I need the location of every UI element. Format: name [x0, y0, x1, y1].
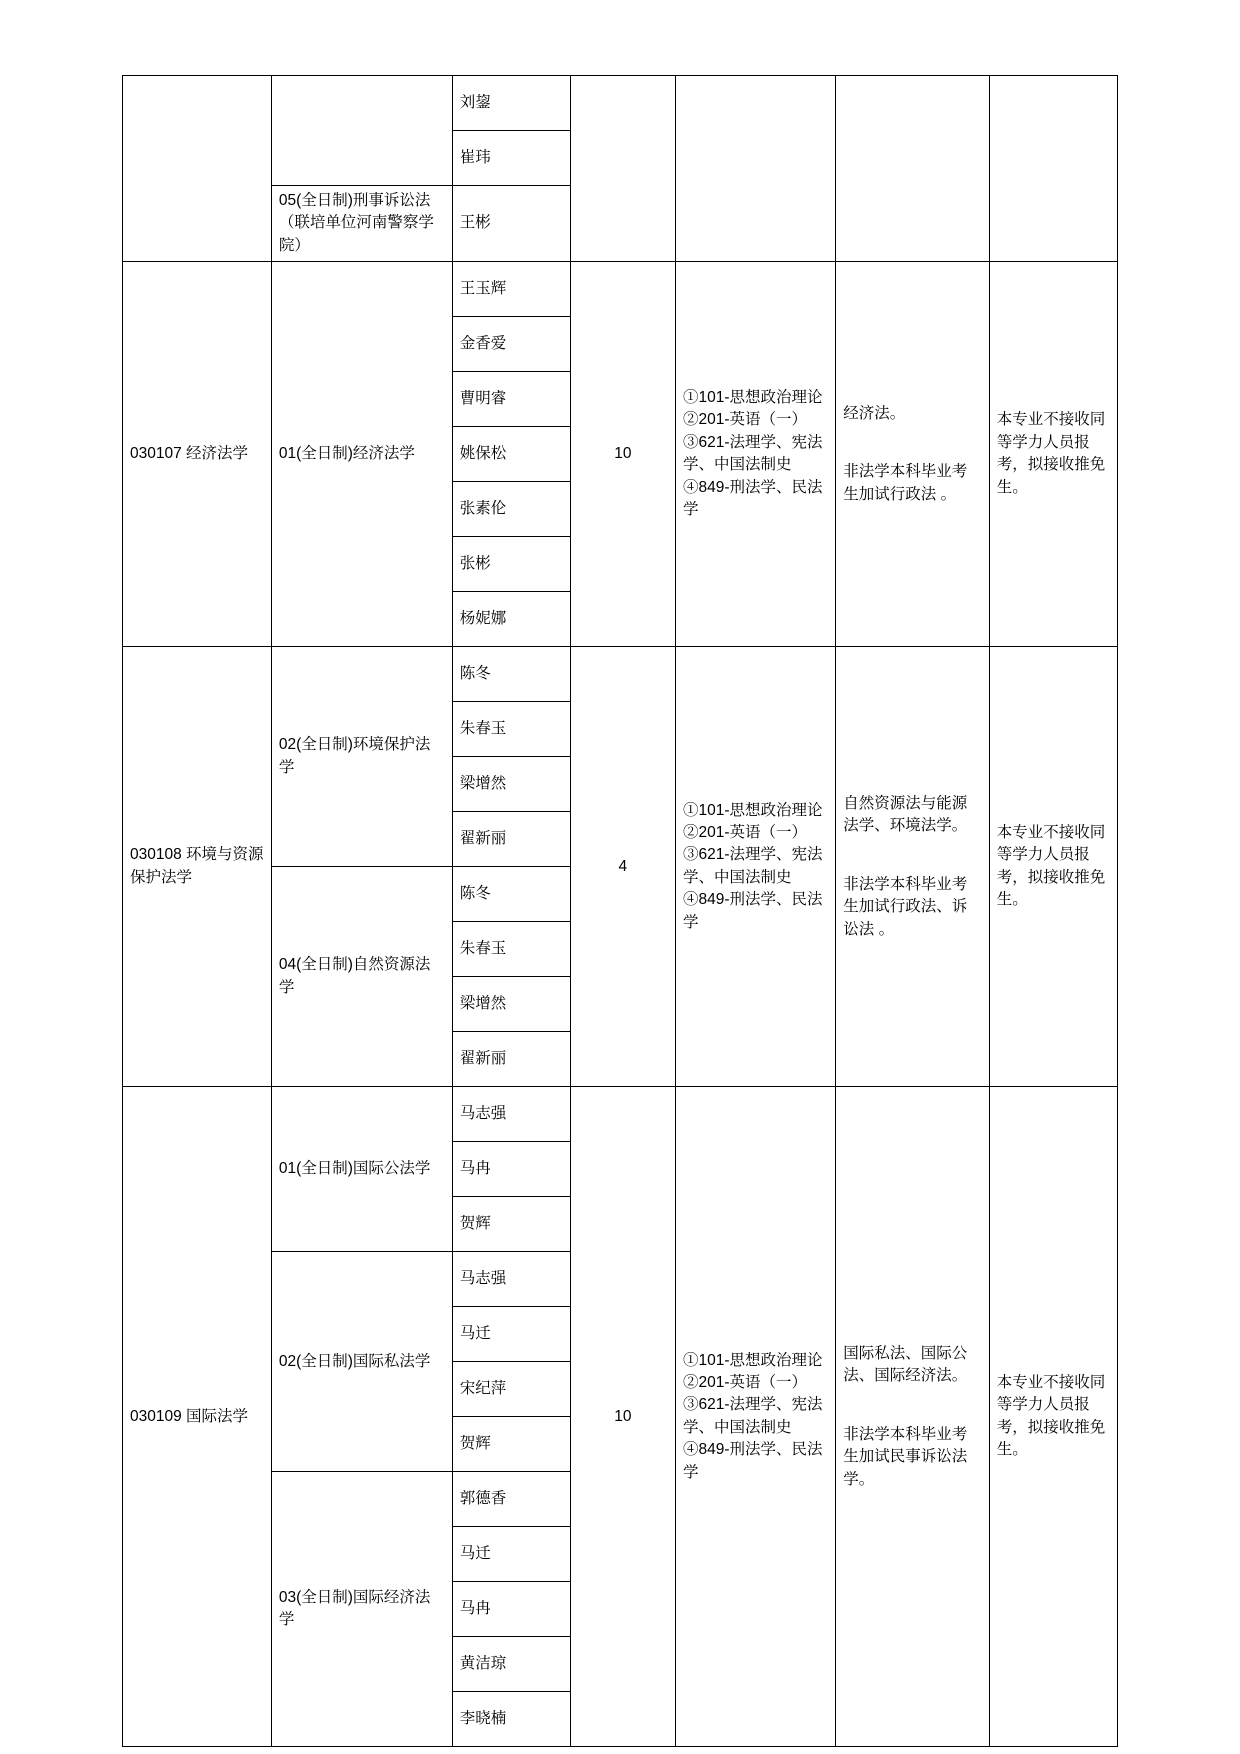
teacher-cell: 曹明睿	[452, 372, 570, 427]
teacher-cell: 陈冬	[452, 867, 570, 922]
exam-subjects-cell	[676, 1087, 836, 1747]
exam-subjects-cell	[676, 647, 836, 1087]
teacher-cell: 陈冬	[452, 647, 570, 702]
teacher-cell: 王玉辉	[452, 262, 570, 317]
teacher-cell: 翟新丽	[452, 1032, 570, 1087]
teacher-cell: 李晓楠	[452, 1692, 570, 1747]
table-row	[123, 76, 1118, 131]
teacher-cell: 杨妮娜	[452, 592, 570, 647]
teacher-cell: 马志强	[452, 1252, 570, 1307]
enrollment-cell: 4	[570, 647, 675, 1087]
note-cell: 本专业不接收同等学力人员报考，拟接收推免生。	[989, 1087, 1117, 1747]
enrollment-cell	[570, 76, 675, 262]
direction-cell: 05(全日制)刑事诉讼法（联培单位河南警察学院）	[271, 186, 452, 262]
major-cell: 030108 环境与资源保护法学	[123, 647, 272, 1087]
enrollment-cell: 10	[570, 1087, 675, 1747]
teacher-cell: 宋纪萍	[452, 1362, 570, 1417]
teacher-cell: 马冉	[452, 1142, 570, 1197]
teacher-cell: 马志强	[452, 1087, 570, 1142]
table-body	[123, 76, 1118, 1747]
remark-cell	[836, 1087, 989, 1747]
teacher-cell: 姚保松	[452, 427, 570, 482]
exam-text: ①101-思想政治理论 ②201-英语（一） ③621-法理学、宪法学、中国法制史 ④849-刑法学、民法学	[683, 801, 823, 931]
teacher-cell: 刘鋆	[452, 76, 570, 131]
table-row	[123, 262, 1118, 317]
teacher-cell: 金香爱	[452, 317, 570, 372]
teacher-cell: 翟新丽	[452, 812, 570, 867]
teacher-cell: 贺辉	[452, 1197, 570, 1252]
remark-text: 国际私法、国际公法、国际经济法。 非法学本科毕业考生加试民事诉讼法学。	[843, 1344, 968, 1488]
admissions-table	[122, 75, 1118, 1747]
exam-subjects-cell	[676, 262, 836, 647]
teacher-cell: 梁增然	[452, 977, 570, 1032]
teacher-cell: 马冉	[452, 1582, 570, 1637]
teacher-cell: 王彬	[452, 186, 570, 262]
major-cell: 030109 国际法学	[123, 1087, 272, 1747]
note-cell: 本专业不接收同等学力人员报考，拟接收推免生。	[989, 647, 1117, 1087]
teacher-cell: 朱春玉	[452, 922, 570, 977]
direction-cell: 02(全日制)国际私法学	[271, 1252, 452, 1472]
direction-cell: 03(全日制)国际经济法学	[271, 1472, 452, 1747]
table-row	[123, 1087, 1118, 1142]
direction-cell	[271, 76, 452, 186]
exam-text: ①101-思想政治理论 ②201-英语（一） ③621-法理学、宪法学、中国法制史 ④849-刑法学、民法学	[683, 1351, 823, 1481]
teacher-cell: 梁增然	[452, 757, 570, 812]
teacher-cell: 黄洁琼	[452, 1637, 570, 1692]
remark-cell	[836, 262, 989, 647]
direction-cell: 02(全日制)环境保护法学	[271, 647, 452, 867]
teacher-cell: 朱春玉	[452, 702, 570, 757]
remark-cell	[836, 647, 989, 1087]
major-cell	[123, 76, 272, 262]
exam-text: ①101-思想政治理论 ②201-英语（一） ③621-法理学、宪法学、中国法制史 ④849-刑法学、民法学	[683, 389, 823, 519]
teacher-cell: 郭德香	[452, 1472, 570, 1527]
teacher-cell: 崔玮	[452, 131, 570, 186]
table-row	[123, 647, 1118, 702]
direction-cell: 04(全日制)自然资源法学	[271, 867, 452, 1087]
direction-cell: 01(全日制)经济法学	[271, 262, 452, 647]
major-cell: 030107 经济法学	[123, 262, 272, 647]
remark-text: 自然资源法与能源法学、环境法学。 非法学本科毕业考生加试行政法、诉讼法 。	[843, 794, 968, 938]
teacher-cell: 张素伦	[452, 482, 570, 537]
remark-text: 经济法。 非法学本科毕业考生加试行政法 。	[843, 404, 968, 503]
teacher-cell: 贺辉	[452, 1417, 570, 1472]
remark-cell	[836, 76, 989, 262]
direction-cell: 01(全日制)国际公法学	[271, 1087, 452, 1252]
teacher-cell: 马迁	[452, 1307, 570, 1362]
enrollment-cell: 10	[570, 262, 675, 647]
teacher-cell: 张彬	[452, 537, 570, 592]
exam-subjects-cell	[676, 76, 836, 262]
teacher-cell: 马迁	[452, 1527, 570, 1582]
note-cell: 本专业不接收同等学力人员报考，拟接收推免生。	[989, 262, 1117, 647]
note-cell	[989, 76, 1117, 262]
